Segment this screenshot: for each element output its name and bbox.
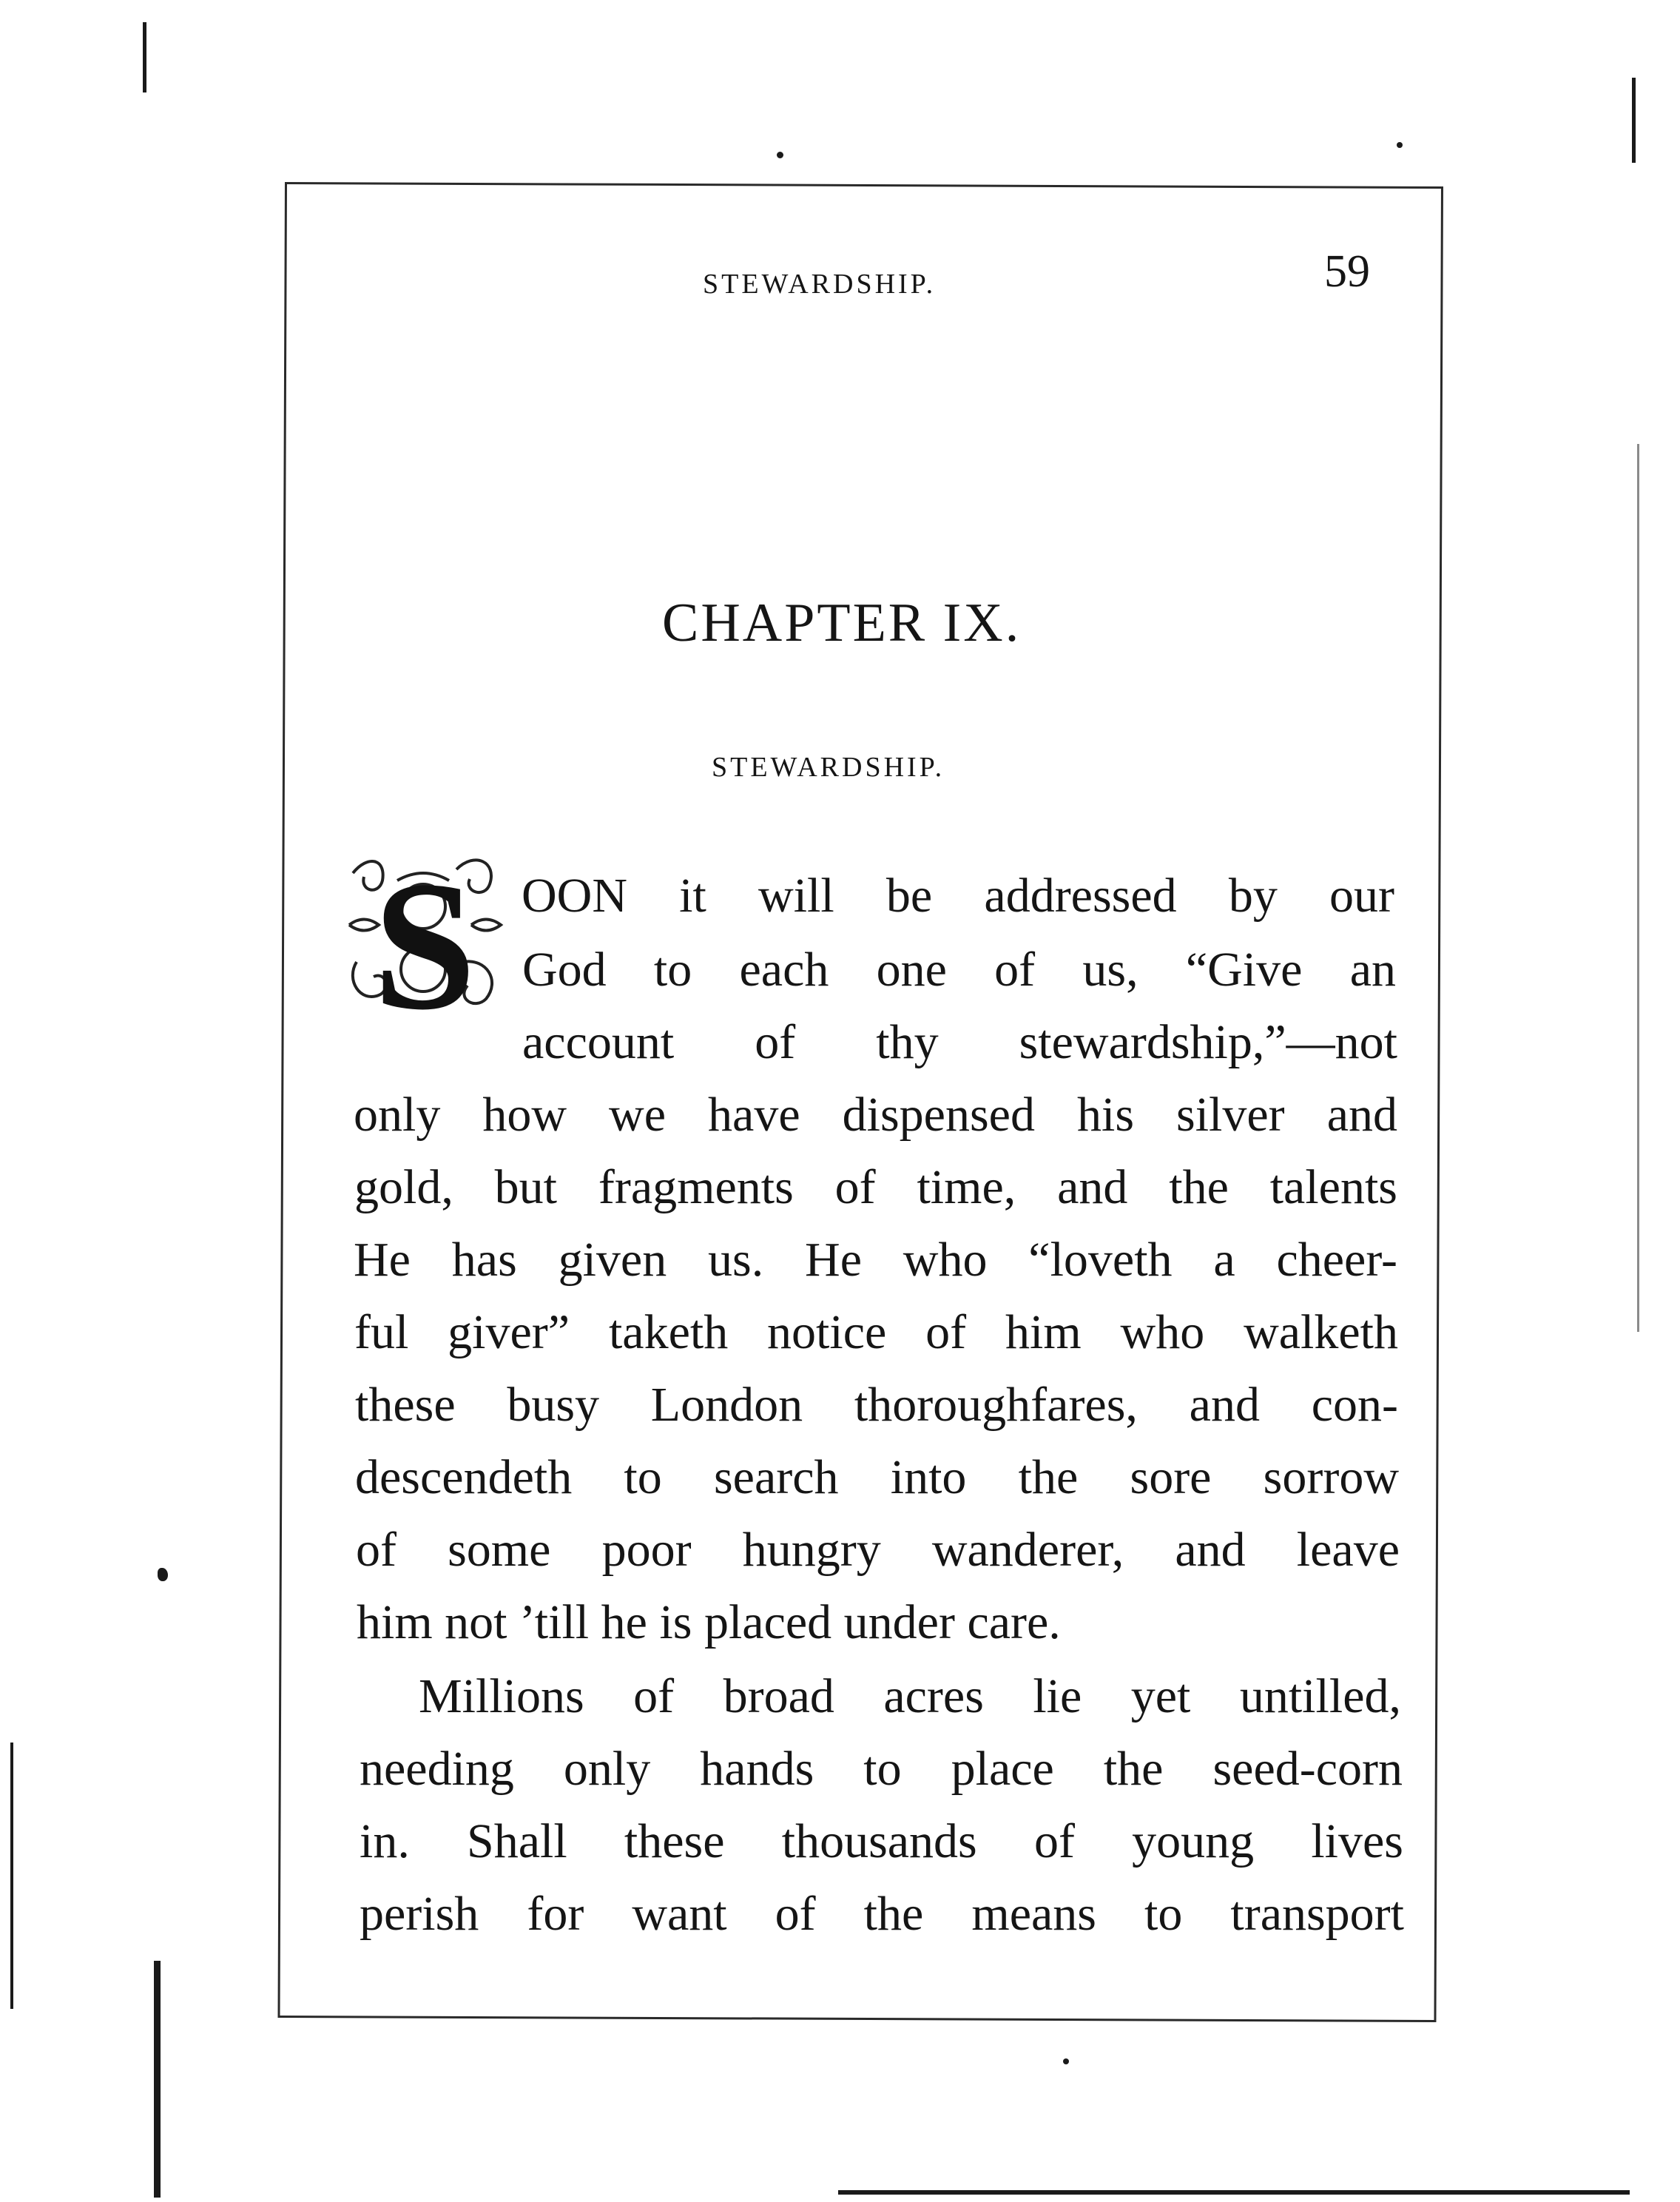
body-line: gold, but fragments of time, and the talents xyxy=(354,1160,1397,1214)
body-line: descendeth to search into the sore sorrow xyxy=(355,1450,1399,1504)
drop-cap-letter: S xyxy=(373,851,476,1025)
scan-dot xyxy=(1063,2058,1069,2064)
body-line: He has given us. He who “loveth a cheer- xyxy=(354,1233,1397,1287)
scan-dot xyxy=(158,1568,168,1581)
body-line: him not ’till he is placed under care. xyxy=(357,1595,1061,1649)
body-line: ful giver” taketh notice of him who walketh xyxy=(354,1305,1398,1359)
body-line: in. Shall these thousands of young lives xyxy=(360,1814,1403,1868)
scan-bottom-rule xyxy=(838,2190,1630,2195)
scan-edge-specks-right xyxy=(1637,444,1639,1332)
body-line: only how we have dispensed his silver and xyxy=(354,1088,1397,1142)
scan-edge-line-left-top xyxy=(143,22,146,92)
scan-dot xyxy=(1397,142,1403,148)
drop-cap-ornament xyxy=(345,851,505,1025)
body-line: of some poor hungry wanderer, and leave xyxy=(356,1523,1400,1577)
body-line: God to each one of us, “Give an xyxy=(522,943,1396,997)
body-line: perish for want of the means to transport xyxy=(360,1887,1404,1941)
body-line: OON it will be addressed by our xyxy=(522,869,1394,923)
body-line: these busy London thoroughfares, and con- xyxy=(355,1378,1398,1432)
body-line: Millions of broad acres lie yet untilled, xyxy=(419,1669,1401,1723)
scan-edge-line-right-top xyxy=(1632,78,1636,163)
body-line: account of thy stewardship,”—not xyxy=(522,1015,1397,1069)
page-number: 59 xyxy=(1324,246,1370,297)
scan-dot xyxy=(777,152,783,158)
running-head-title: STEWARDSHIP. xyxy=(703,269,937,300)
body-line: needing only hands to place the seed-corn xyxy=(360,1742,1403,1796)
scan-edge-line-left-bottom-thick xyxy=(154,1961,161,2198)
ornamental-drop-cap xyxy=(345,851,505,1025)
chapter-subtitle: STEWARDSHIP. xyxy=(712,752,945,783)
chapter-title: CHAPTER IX. xyxy=(662,593,1022,653)
scan-edge-line-left-bottom xyxy=(10,1743,13,2009)
